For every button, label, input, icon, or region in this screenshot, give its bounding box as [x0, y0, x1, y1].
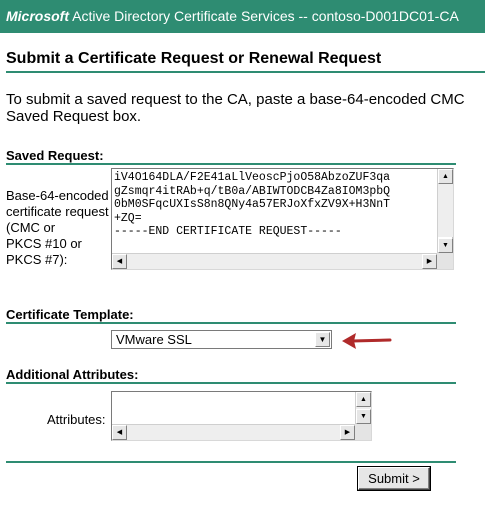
- saved-request-heading: Saved Request:: [6, 148, 104, 163]
- red-arrow-icon: [340, 330, 392, 352]
- saved-request-textarea[interactable]: [111, 168, 454, 270]
- label-line-5: PKCS #7):: [6, 252, 68, 267]
- scroll-down-icon[interactable]: ▼: [438, 238, 453, 253]
- additional-attributes-divider: [6, 382, 456, 384]
- saved-request-field-label: [6, 188, 110, 268]
- banner-title: Active Directory Certificate Services -- contoso-D001DC01-CA: [69, 8, 459, 24]
- attributes-label: Attributes:: [47, 412, 106, 427]
- scroll-left-icon[interactable]: ◀: [112, 254, 127, 269]
- scroll-down-icon[interactable]: ▼: [356, 409, 371, 424]
- vertical-scrollbar[interactable]: [437, 169, 453, 253]
- brand-name: Microsoft: [6, 8, 69, 24]
- attributes-textarea[interactable]: [111, 391, 372, 441]
- scroll-right-icon[interactable]: ▶: [340, 425, 355, 440]
- certificate-template-select[interactable]: [111, 330, 332, 349]
- title-divider: [6, 71, 485, 73]
- attributes-text: [114, 394, 353, 424]
- intro-text: [6, 91, 485, 125]
- page-title: Submit a Certificate Request or Renewal Request: [6, 50, 382, 67]
- label-line-2: certificate request: [6, 204, 109, 219]
- submit-button[interactable]: Submit >: [358, 467, 430, 490]
- scroll-left-icon[interactable]: ◀: [112, 425, 127, 440]
- horizontal-scrollbar[interactable]: [112, 253, 437, 269]
- intro-line-2: Saved Request box.: [6, 108, 142, 125]
- certificate-template-divider: [6, 322, 456, 324]
- scroll-right-icon[interactable]: ▶: [422, 254, 437, 269]
- chevron-down-icon[interactable]: ▼: [315, 332, 330, 347]
- scrollbar-corner: [437, 253, 453, 269]
- saved-request-divider: [6, 163, 456, 165]
- certificate-template-value: VMware SSL: [116, 332, 192, 347]
- saved-request-text: iV4O164DLA/F2E41aLlVeoscPjoO58AbzoZUF3qa gZsmqr4itRAb+q/tB0a/ABIWTODCB4Za8IOM3pbQ 0bM0SFqcUXIsS8n8QNy4a57ERJoXfxZV9X+H3NnT +ZQ= -----END CERTIFICATE REQUEST-----: [114, 171, 391, 238]
- certificate-template-heading: Certificate Template:: [6, 307, 134, 322]
- scroll-up-icon[interactable]: ▲: [356, 392, 371, 407]
- attributes-horizontal-scrollbar[interactable]: [112, 424, 355, 440]
- scrollbar-corner: [355, 424, 371, 440]
- label-line-4: PKCS #10 or: [6, 236, 82, 251]
- intro-line-1: To submit a saved request to the CA, paste a base-64-encoded CMC: [6, 91, 465, 108]
- additional-attributes-heading: Additional Attributes:: [6, 367, 139, 382]
- header-banner: [0, 0, 485, 33]
- label-line-1: Base-64-encoded: [6, 188, 109, 203]
- label-line-3: (CMC or: [6, 220, 56, 235]
- attributes-vertical-scrollbar[interactable]: [355, 392, 371, 424]
- bottom-divider: [6, 461, 456, 463]
- scroll-up-icon[interactable]: ▲: [438, 169, 453, 184]
